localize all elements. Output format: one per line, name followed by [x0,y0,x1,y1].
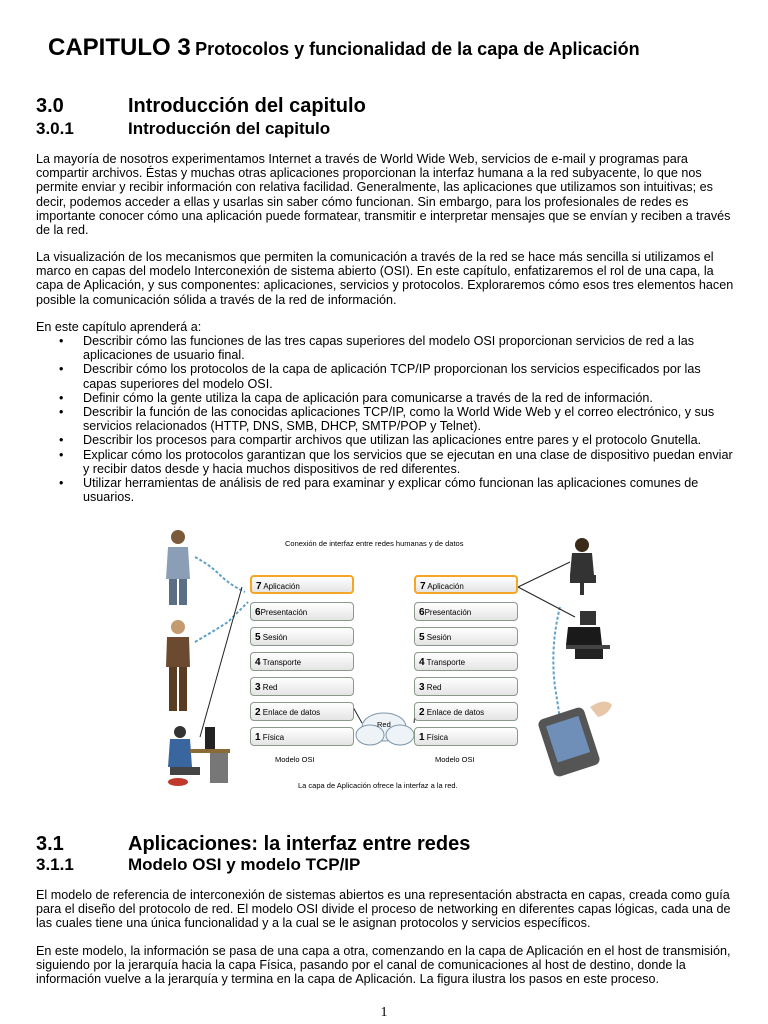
left-layer-1 [250,727,354,746]
layer-name: Aplicación [263,582,300,591]
list-item: • Describir la función de las conocidas aplicaciones TCP/IP, como la World Wide Web y el correo electrónico, y sus servicios relacionados (HTTP, DNS, SMB, DHCP, SMTP/POP y Telnet). [36,405,736,433]
layer-number: 6 [419,607,425,618]
chapter-label: CAPITULO 3 [48,34,191,61]
section-number: 3.1 [36,833,64,855]
section-text: Aplicaciones: la interfaz entre redes [128,833,471,855]
list-item: • Describir los procesos para compartir archivos que utilizan las aplicaciones entre pares y el protocolo Gnutella. [36,433,736,447]
objectives-list [36,334,736,504]
layer-number: 6 [255,607,261,618]
right-layer-3 [414,677,518,696]
layer-number: 2 [419,707,425,718]
layer-name: Presentación [260,608,308,617]
intro-paragraph-3: En este capítulo aprenderá a: [36,320,202,334]
layer-name: Enlace de datos [262,708,321,717]
cloud-label: Red [377,720,391,729]
figure-caption: La capa de Aplicación ofrece la interfaz a la red. [298,781,458,790]
layer-name: Enlace de datos [426,708,485,717]
layer-number: 3 [419,682,425,693]
section-text: Modelo OSI y modelo TCP/IP [128,855,361,874]
network-cloud [356,713,414,745]
layer-number: 4 [419,657,425,668]
body-paragraph-4: El modelo de referencia de interconexión de sistemas abiertos es una representación abstracta en capas, creada como guía para el diseño del protocolo de red. El modelo OSI divide el proceso de networking en diferentes capas lógicas, cada una de las cuales tiene una única funcionalidad y a la cual se le asignan protocolos y servicios específicos. [36,888,731,931]
figure-title: Conexión de interfaz entre redes humanas y de datos [285,539,464,548]
list-item: • Definir cómo la gente utiliza la capa de aplicación para comunicarse a través de la red de información. [36,391,736,405]
page-number: 1 [380,1005,388,1020]
right-layer-1 [414,727,518,746]
model-label-left: Modelo OSI [275,755,315,764]
layer-number: 5 [419,632,425,643]
intro-paragraph-1: La mayoría de nosotros experimentamos Internet a través de World Wide Web, servicios de e-mail y programas para compartir archivos. Éstas y muchas otras aplicaciones proporcionan la interfaz humana a la red subyacente, lo que nos permite enviar y recibir información con relativa facilidad. Generalmente, las aplicaciones que utilizamos son intuitivas; es decir, podemos acceder a ellas y usarlas sin saber cómo funcionan. Sin embargo, para los profesionales de redes es importante conocer cómo una aplicación puede formatear, transmitir e interpretar mensajes que se envían y reciben a través de la red. [36,152,731,238]
list-item: • Utilizar herramientas de análisis de red para examinar y explicar cómo funcionan las aplicaciones comunes de usuarios. [36,476,736,504]
layer-number: 1 [419,732,425,743]
left-layer-7 [250,575,354,594]
layer-number: 4 [255,657,261,668]
page-title [48,34,640,62]
layer-name: Sesión [262,633,288,642]
woman-phone-figure [166,530,190,605]
pda-device [537,701,612,778]
osi-figure [150,527,620,807]
man-suit-figure [166,620,190,711]
layer-number: 7 [256,581,262,592]
left-layer-4 [250,652,354,671]
left-layer-2 [250,702,354,721]
right-layer-5 [414,627,518,646]
model-label-right: Modelo OSI [435,755,475,764]
left-layer-6 [250,602,354,621]
layer-name: Física [262,733,285,742]
figure-art [150,527,620,807]
left-layer-3 [250,677,354,696]
layer-name: Sesión [426,633,452,642]
list-item: • Describir cómo las funciones de las tres capas superiores del modelo OSI proporcionan servicios de red a las aplicaciones de usuario final. [36,334,736,362]
left-layer-5 [250,627,354,646]
section-text: Introducción del capitulo [128,95,366,117]
layer-name: Presentación [424,608,472,617]
layer-name: Red [262,683,278,692]
intro-paragraph-2: La visualización de los mecanismos que permiten la comunicación a través de la red se hace más sencilla si utilizamos el marco en capas del modelo Interconexión de sistema abierto (OSI). En este capítulo, enfatizaremos el rol de una capa, la capa de Aplicación, y sus componentes: aplicaciones, servicios y protocolos. Exploraremos cómo esos tres elementos hacen posible la comunicación sólida a través de la red de información. [36,250,734,307]
section-number: 3.0 [36,95,64,117]
section-number: 3.0.1 [36,119,74,138]
person-seated-right [570,538,596,595]
person-desk-right [566,611,610,659]
layer-number: 2 [255,707,261,718]
layer-number: 7 [420,581,426,592]
right-layer-7 [414,575,518,594]
layer-name: Red [426,683,442,692]
section-text: Introducción del capitulo [128,119,331,138]
layer-number: 5 [255,632,261,643]
right-layer-2 [414,702,518,721]
layer-name: Aplicación [427,582,464,591]
layer-name: Física [426,733,449,742]
list-item: • Describir cómo los protocolos de la capa de aplicación TCP/IP proporcionan los servicios especificados por las capas superiores del modelo OSI. [36,362,736,390]
chapter-subtitle: Protocolos y funcionalidad de la capa de Aplicación [195,39,640,59]
layer-number: 1 [255,732,261,743]
person-desk-left [168,726,230,786]
right-layer-4 [414,652,518,671]
layer-name: Transporte [262,658,302,667]
layer-number: 3 [255,682,261,693]
section-number: 3.1.1 [36,855,74,874]
body-paragraph-5: En este modelo, la información se pasa de una capa a otra, comenzando en la capa de Aplicación en el host de transmisión, siguiendo por la jerarquía hacia la capa Física, pasando por el canal de comunicaciones al host de destino, donde la información vuelve a la jerarquía y termina en la capa de Aplicación. La figura ilustra los pasos en este proceso. [36,944,731,987]
list-item: • Explicar cómo los protocolos garantizan que los servicios que se ejecutan en una clase de dispositivo puedan enviar y recibir datos desde y hacia muchos dispositivos de red diferentes. [36,448,736,476]
right-layer-6 [414,602,518,621]
layer-name: Transporte [426,658,466,667]
